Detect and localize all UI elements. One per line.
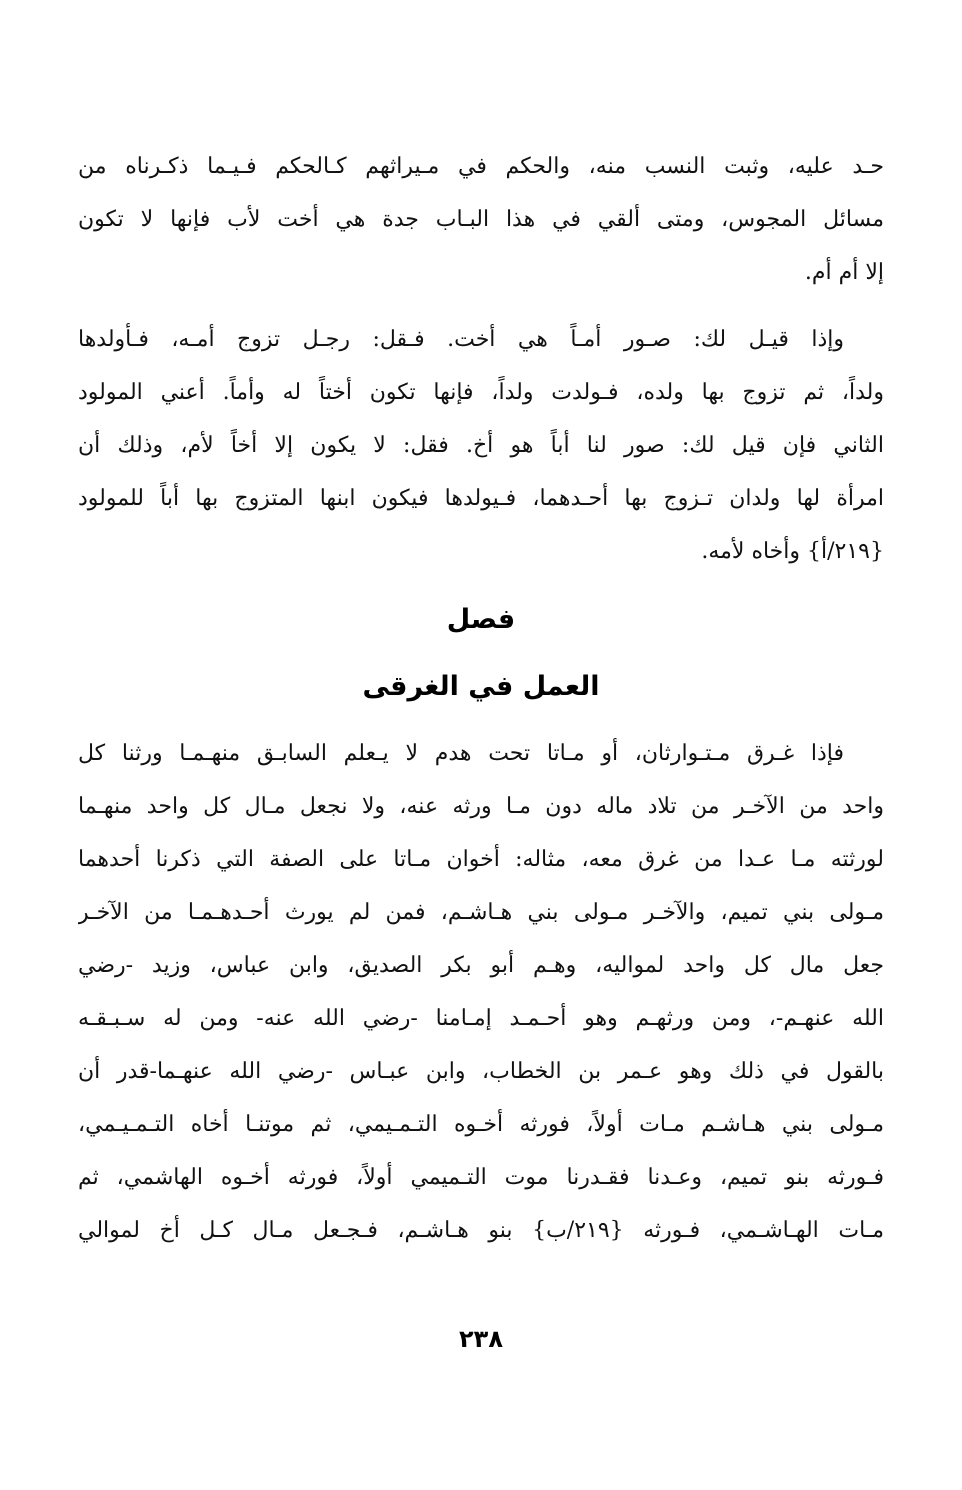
text-line: امرأة لها ولدان تـزوج بها أحـدهما، فـيولدها فيكون ابنها المتزوج بها أباً للمولود bbox=[78, 486, 884, 511]
text-line: بالقول في ذلك وهو عـمر بن الخطاب، وابن عبـاس -رضي الله عنهـما-قدر أن bbox=[78, 1059, 884, 1084]
text-line: جعل مال كل واحد لمواليه، وهـم أبو بكر الصديق، وابن عباس، وزيد -رضي bbox=[78, 953, 884, 978]
text-line: {٢١٩/أ} وأخاه لأمه. bbox=[701, 539, 884, 564]
text-line: إلا أم أم. bbox=[804, 260, 884, 285]
text-line: فـورثه بنو تميم، وعـدنا فقـدرنا موت التـميمي أولاً، فورثه أخـوه الهاشمي، ثم bbox=[78, 1165, 884, 1190]
paragraph-3 bbox=[78, 727, 884, 1257]
text-line: مـولى بني هـاشـم مـات أولاً، فورثه أخـوه التـمـيمي، ثم موتنـا أخاه التـمـيـمي، bbox=[78, 1112, 884, 1137]
text-line: لورثته مـا عـدا من غرق معه، مثاله: أخوان مـاتا على الصفة التي ذكرنا أحدهما bbox=[78, 847, 884, 872]
text-line: ولداً، ثم تزوج بها ولده، فـولدت ولداً، فإنها تكون أختاً له وأماً. أعني المولود bbox=[78, 380, 884, 405]
text-line: حـد عليه، وثبت النسب منه، والحكم في مـيراثهم كـالحكم فـيـما ذكـرناه من bbox=[78, 154, 884, 179]
text-line: مسائل المجوس، ومتى ألقي في هذا البـاب جدة هي أخت لأب فإنها لا تكون bbox=[78, 207, 884, 232]
page-number: ٢٣٨ bbox=[459, 1325, 503, 1353]
text-line: واحد من الآخـر من تلاد ماله دون مـا ورثه عنه، ولا نجعل مـال كل واحد منهـما bbox=[78, 794, 884, 819]
text-line: فإذا غـرق مـتـوارثان، أو مـاتا تحت هدم لا يـعلم السابـق منهـمـا ورثنا كل bbox=[78, 741, 844, 766]
paragraph-1 bbox=[78, 140, 884, 299]
text-line: الثاني فإن قيل لك: صور لنا أباً هو أخ. فقل: لا يكون إلا أخاً لأم، وذلك أن bbox=[78, 433, 884, 458]
section-heading: فصل bbox=[446, 604, 516, 635]
text-line: وإذا قيـل لك: صـور أمـاً هي أخت. فـقل: رجـل تزوج أمـه، فـأولدها bbox=[78, 327, 844, 352]
text-line: مـولى بني تميم، والآخـر مـولى بني هـاشـم، فمن لم يورث أحـدهـمـا من الآخـر bbox=[78, 900, 884, 925]
text-line: مـات الهـاشـمي، فـورثه {٢١٩/ب} بنو هـاشـم، فـجـعل مـال كـل أخ لموالي bbox=[78, 1218, 884, 1243]
section-title: العمل في الغرقى bbox=[362, 671, 600, 702]
paragraph-2 bbox=[78, 313, 884, 578]
text-line: الله عنهـم-، ومن ورثهـم وهو أحـمـد إمـامنا -رضي الله عنه- ومن له سـبـقـه bbox=[78, 1006, 884, 1031]
